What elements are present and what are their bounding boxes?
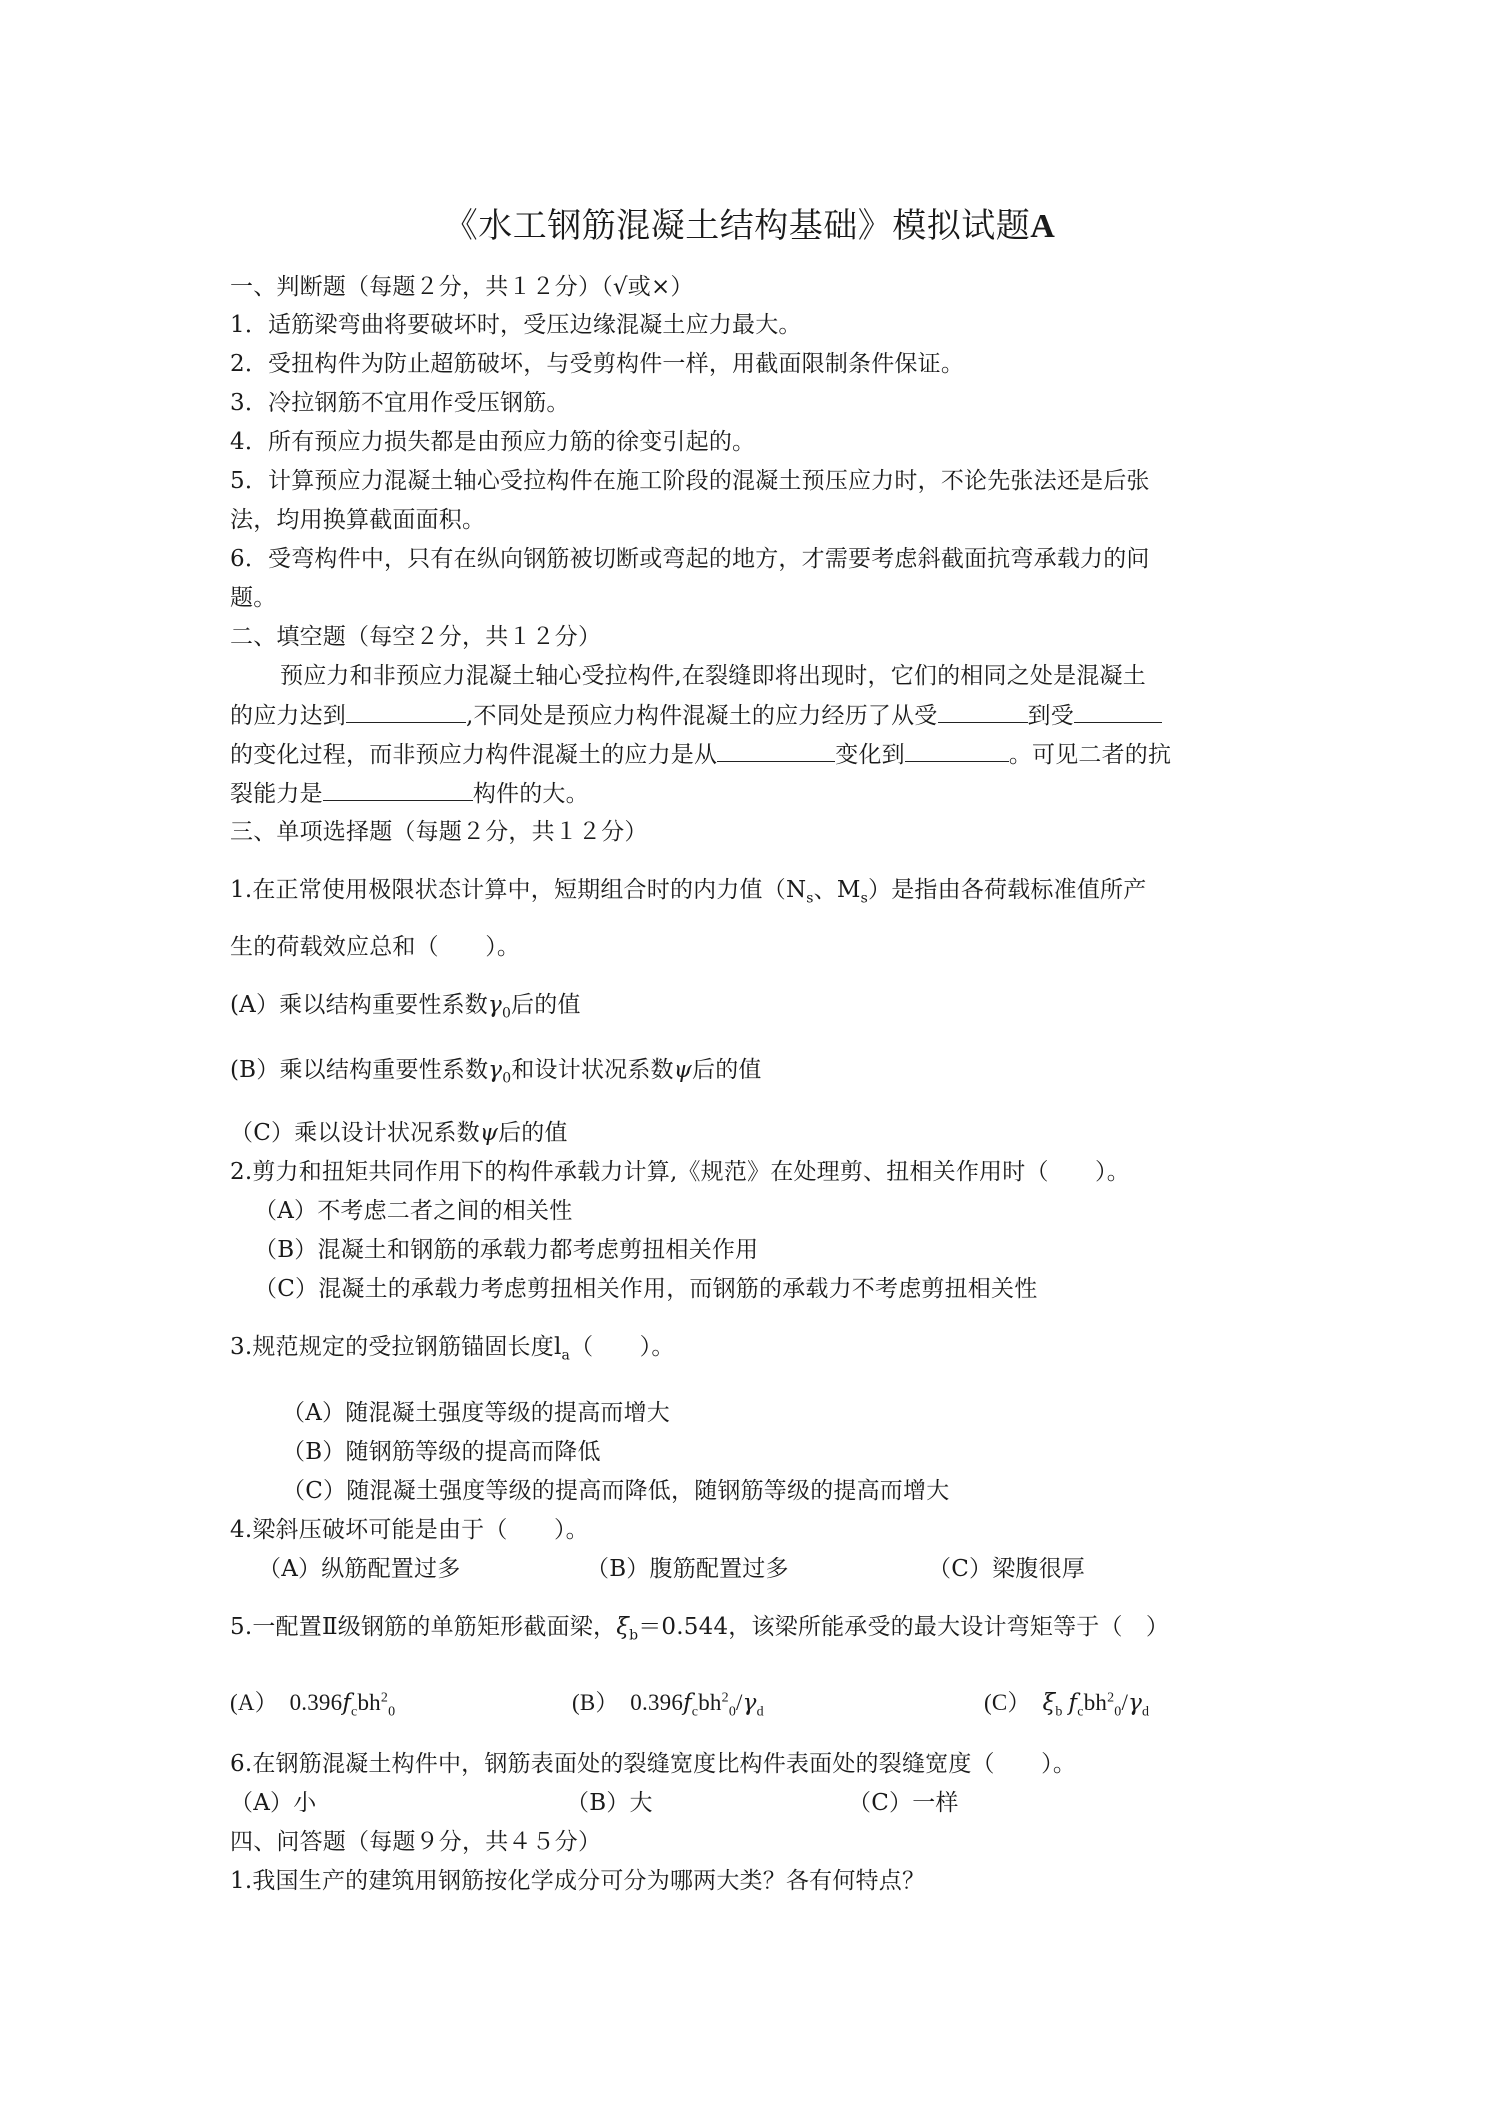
fill-text: 的应力达到	[230, 703, 346, 729]
option-label: (A） 0.396	[230, 1690, 343, 1715]
fill-blank-2[interactable]	[938, 700, 1028, 723]
q1-stem-cont: 生的荷载效应总和（ ）。	[230, 934, 521, 960]
subscript: 0	[502, 1070, 512, 1087]
subscript: b	[1055, 1704, 1063, 1720]
subscript: d	[1142, 1704, 1150, 1720]
sec1-item-1: 1．适筋梁弯曲将要破坏时，受压边缘混凝土应力最大。	[230, 312, 802, 338]
q2-option-b: （B）混凝土和钢筋的承载力都考虑剪扭相关作用	[254, 1237, 759, 1263]
fill-blank-1[interactable]	[346, 700, 466, 723]
slash: /	[736, 1690, 743, 1715]
q4-stem: 4.梁斜压破坏可能是由于（ ）。	[230, 1517, 589, 1543]
sec1-item-5: 5．计算预应力混凝土轴心受拉构件在施工阶段的混凝土预压应力时，不论先张法还是后张	[230, 468, 1150, 494]
q1-text: 1.在正常使用极限状态计算中，短期组合时的内力值（N	[230, 877, 807, 903]
gamma-symbol: γ	[1128, 1690, 1143, 1716]
option-label: (B） 0.396	[572, 1690, 684, 1715]
fill-text: ,不同处是预应力构件混凝土的应力经历了从受	[466, 703, 938, 729]
subscript: 0	[728, 1704, 737, 1720]
fill-line-4	[230, 778, 589, 809]
q5-text: ＝0.544，该梁所能承受的最大设计弯矩等于（ ）	[638, 1614, 1170, 1640]
q3-option-c: （C）随混凝土强度等级的提高而降低，随钢筋等级的提高而增大	[282, 1478, 950, 1504]
option-text: 后的值	[692, 1057, 762, 1083]
fill-line-3	[230, 739, 1171, 770]
subscript: 0	[1114, 1704, 1122, 1720]
superscript: 2	[721, 1690, 729, 1706]
option-text: 后的值	[511, 992, 581, 1018]
q1-option-a	[230, 990, 581, 1020]
fill-blank-3[interactable]	[1074, 700, 1162, 723]
option-text: 和设计状况系数	[511, 1057, 674, 1083]
q6-option-a: （A）小	[230, 1790, 317, 1816]
sec1-item-3: 3．冷拉钢筋不宜用作受压钢筋。	[230, 390, 570, 416]
bh-symbol: bh	[357, 1690, 381, 1715]
q1-option-c	[230, 1118, 568, 1148]
fill-text: 到受	[1027, 703, 1074, 729]
q1-text: ）是指由各荷载标准值所产	[868, 877, 1147, 903]
option-text: （C）乘以设计状况系数	[230, 1120, 480, 1146]
bh-symbol: bh	[698, 1690, 722, 1715]
subscript: c	[351, 1704, 358, 1720]
section-2-heading: 二、填空题（每空２分，共１２分）	[230, 624, 602, 650]
section-3-heading: 三、单项选择题（每题２分，共１２分）	[230, 819, 648, 845]
q2-stem: 2.剪力和扭矩共同作用下的构件承载力计算,《规范》在处理剪、扭相关作用时（ ）。	[230, 1159, 1130, 1185]
q3-option-a: （A）随混凝土强度等级的提高而增大	[282, 1400, 671, 1426]
sec1-item-5-cont: 法，均用换算截面面积。	[230, 507, 486, 533]
q4-option-c: （C）梁腹很厚	[928, 1556, 1085, 1582]
fill-line-2	[230, 700, 1162, 731]
option-text: 后的值	[498, 1120, 568, 1146]
gamma-symbol: γ	[742, 1690, 757, 1716]
page-title	[0, 204, 1499, 249]
sec1-item-6: 6．受弯构件中，只有在纵向钢筋被切断或弯起的地方，才需要考虑斜截面抗弯承载力的问	[230, 546, 1150, 572]
q2-option-a: （A）不考虑二者之间的相关性	[254, 1198, 573, 1224]
option-text: (A）乘以结构重要性系数	[230, 992, 488, 1018]
subscript: d	[756, 1704, 764, 1720]
slash: /	[1121, 1690, 1129, 1715]
bh-symbol: bh	[1083, 1690, 1108, 1715]
fill-text: 变化到	[835, 742, 905, 768]
option-label: (C）	[984, 1690, 1031, 1715]
subscript: s	[806, 890, 814, 907]
gamma-symbol: γ	[488, 1057, 503, 1083]
subscript: s	[860, 890, 869, 907]
q5-option-b	[572, 1688, 764, 1718]
sec1-item-4: 4．所有预应力损失都是由预应力筋的徐变引起的。	[230, 429, 756, 455]
psi-symbol: ψ	[479, 1120, 499, 1146]
subscript: c	[1077, 1704, 1084, 1720]
q5-stem	[230, 1612, 1169, 1642]
f-symbol: f	[1068, 1690, 1078, 1716]
xi-symbol: ξ	[1042, 1690, 1056, 1716]
f-symbol: f	[342, 1690, 352, 1716]
q6-option-b: （B）大	[566, 1790, 653, 1816]
section-1-heading: 一、判断题（每题２分，共１２分）（√或×）	[230, 274, 694, 300]
fill-blank-5[interactable]	[905, 739, 1009, 762]
q1-stem	[230, 875, 1146, 905]
fill-text: 。可见二者的抗	[1008, 742, 1172, 768]
q5-text: 5.一配置Ⅱ级钢筋的单筋矩形截面梁，	[230, 1614, 617, 1640]
fill-text: 的变化过程，而非预应力构件混凝土的应力是从	[230, 742, 718, 768]
fill-line-1: 预应力和非预应力混凝土轴心受拉构件,在裂缝即将出现时，它们的相同之处是混凝土	[280, 663, 1146, 689]
q1-option-b	[230, 1055, 762, 1085]
q5-option-c	[984, 1688, 1149, 1718]
q1-text: 、M	[813, 877, 861, 903]
xi-symbol: ξ	[616, 1614, 630, 1640]
superscript: 2	[1107, 1690, 1115, 1706]
sec4-question-1: 1.我国生产的建筑用钢筋按化学成分可分为哪两大类？各有何特点？	[230, 1868, 926, 1894]
fill-text: 裂能力是	[230, 781, 323, 807]
subscript: 0	[501, 1005, 512, 1022]
q3-text: （ ）。	[570, 1334, 675, 1360]
title-letter: A	[1030, 208, 1056, 245]
f-symbol: f	[683, 1690, 692, 1716]
subscript: b	[629, 1627, 639, 1644]
q3-text: 3.规范规定的受拉钢筋锚固长度l	[230, 1334, 562, 1360]
option-text: (B）乘以结构重要性系数	[230, 1057, 489, 1083]
gamma-symbol: γ	[487, 992, 502, 1018]
fill-blank-6[interactable]	[323, 778, 473, 801]
section-4-heading: 四、问答题（每题９分，共４５分）	[230, 1829, 602, 1855]
fill-blank-4[interactable]	[717, 739, 835, 762]
q2-option-c: （C）混凝土的承载力考虑剪扭相关作用，而钢筋的承载力不考虑剪扭相关性	[254, 1276, 1038, 1302]
sec1-item-2: 2．受扭构件为防止超筋破坏，与受剪构件一样，用截面限制条件保证。	[230, 351, 965, 377]
psi-symbol: ψ	[673, 1057, 692, 1083]
fill-text: 构件的大。	[472, 781, 589, 807]
subscript: a	[561, 1347, 571, 1364]
title-main: 《水工钢筋混凝土结构基础》模拟试题	[443, 206, 1031, 246]
q3-stem	[230, 1332, 675, 1362]
subscript: 0	[388, 1704, 396, 1720]
q6-option-c: （C）一样	[848, 1790, 959, 1816]
q4-option-b: （B）腹筋配置过多	[586, 1556, 789, 1582]
subscript: c	[691, 1704, 699, 1720]
superscript: 2	[380, 1690, 389, 1706]
q4-option-a: （A）纵筋配置过多	[258, 1556, 461, 1582]
q3-option-b: （B）随钢筋等级的提高而降低	[282, 1439, 601, 1465]
q5-option-a	[230, 1688, 395, 1718]
q6-stem: 6.在钢筋混凝土构件中，钢筋表面处的裂缝宽度比构件表面处的裂缝宽度（ ）。	[230, 1751, 1077, 1777]
sec1-item-6-cont: 题。	[230, 585, 277, 611]
